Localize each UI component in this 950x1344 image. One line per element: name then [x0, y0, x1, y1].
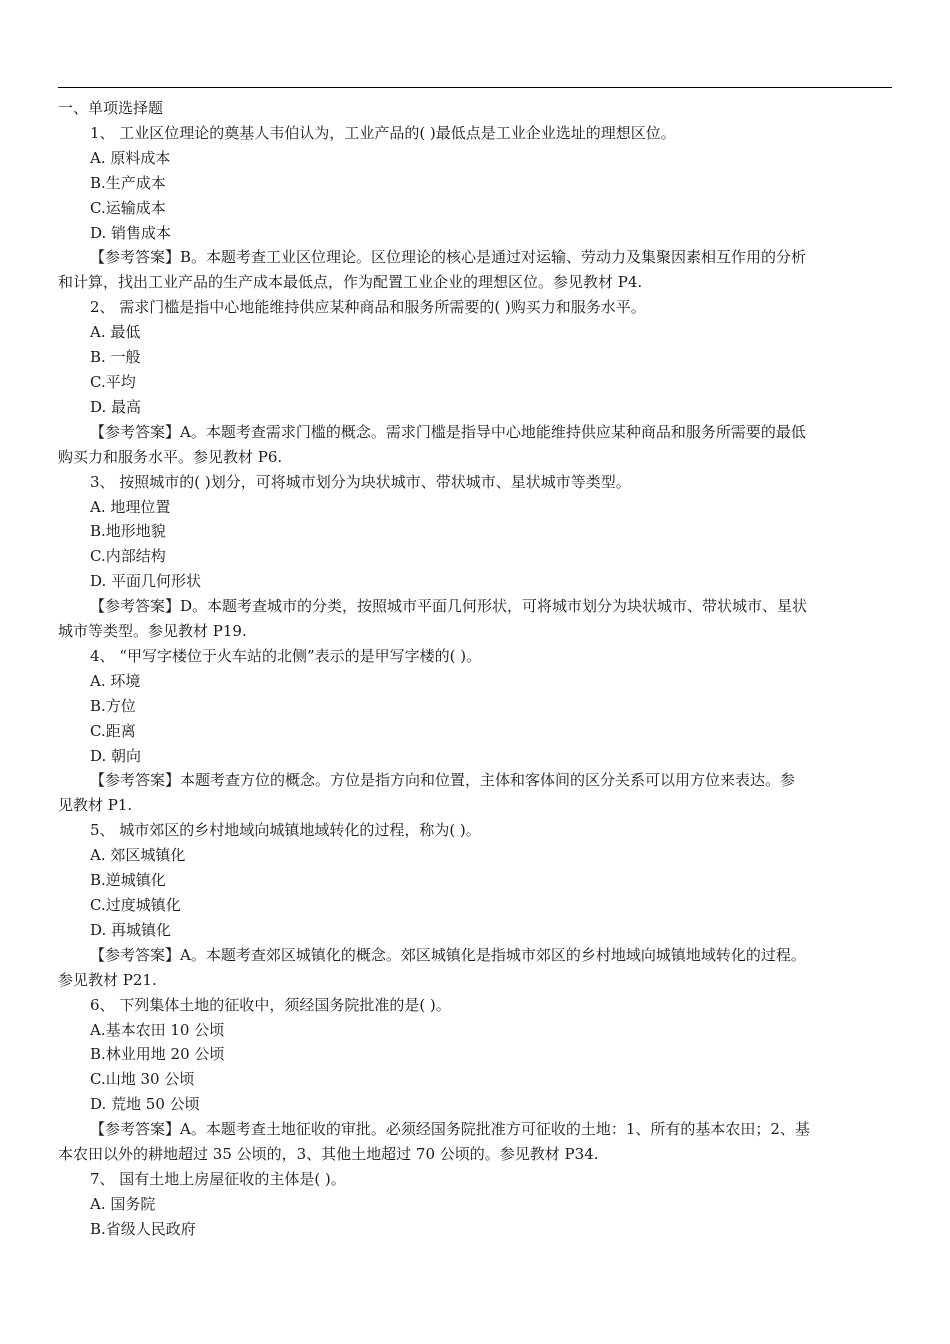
answer-option: B.方位	[90, 696, 136, 715]
section-title: 一、单项选择题	[58, 99, 164, 117]
answer-option: A. 最低	[90, 323, 141, 342]
question-block	[58, 993, 892, 1167]
question-stem: 1、 工业区位理论的奠基人韦伯认为，工业产品的( )最低点是工业企业选址的理想区位。	[90, 123, 676, 142]
question-list	[58, 121, 892, 1242]
answer-option: C.距离	[90, 721, 136, 740]
answer-option: D. 销售成本	[90, 223, 172, 242]
question-stem: 4、 “甲写字楼位于火车站的北侧”表示的是甲写字楼的( )。	[90, 646, 482, 665]
answer-option: D. 平面几何形状	[90, 572, 202, 591]
answer-option: A. 环境	[90, 671, 141, 690]
reference-answer-line: 本农田以外的耕地超过 35 公顷的，3、其他土地超过 70 公顷的。参见教材 P34.	[58, 1145, 599, 1164]
answer-option: D. 最高	[90, 397, 142, 416]
answer-option: B.省级人民政府	[90, 1219, 196, 1238]
question-block	[58, 121, 892, 295]
question-stem: 6、 下列集体土地的征收中，须经国务院批准的是( )。	[90, 995, 451, 1014]
question-stem: 7、 国有土地上房屋征收的主体是( )。	[90, 1169, 346, 1188]
document-body	[58, 96, 892, 1242]
answer-option: C.过度城镇化	[90, 896, 181, 914]
reference-answer-line: 参见教材 P21.	[58, 970, 157, 989]
reference-answer-line: 【参考答案】A。本题考查需求门槛的概念。需求门槛是指导中心地能维持供应某种商品和服务所需要的最低	[90, 422, 806, 441]
reference-answer-line: 【参考答案】B。本题考查工业区位理论。区位理论的核心是通过对运输、劳动力及集聚因素相互作用的分析	[90, 248, 807, 267]
question-block	[58, 644, 892, 818]
answer-option: C.山地 30 公顷	[90, 1070, 195, 1089]
answer-option: A. 地理位置	[90, 497, 171, 516]
question-block	[58, 470, 892, 644]
answer-option: A. 国务院	[90, 1194, 156, 1213]
reference-answer-line: 【参考答案】本题考查方位的概念。方位是指方向和位置，主体和客体间的区分关系可以用方位来表达。参	[90, 771, 796, 790]
reference-answer-line: 购买力和服务水平。参见教材 P6.	[58, 447, 283, 466]
header-rule	[58, 87, 892, 88]
question-stem: 2、 需求门槛是指中心地能维持供应某种商品和服务所需要的( )购买力和服务水平。	[90, 298, 646, 317]
question-block	[58, 295, 892, 469]
answer-option: B.地形地貌	[90, 522, 166, 541]
question-block	[58, 1167, 892, 1242]
answer-option: A. 郊区城镇化	[90, 846, 186, 865]
reference-answer-line: 【参考答案】A。本题考查土地征收的审批。必须经国务院批准方可征收的土地：1、所有的基本农田；2、基	[90, 1120, 810, 1139]
answer-option: B.逆城镇化	[90, 871, 166, 890]
answer-option: B.林业用地 20 公顷	[90, 1045, 225, 1064]
reference-answer-line: 见教材 P1.	[58, 796, 133, 815]
answer-option: C.内部结构	[90, 547, 166, 566]
answer-option: D. 荒地 50 公顷	[90, 1095, 200, 1114]
answer-option: C.平均	[90, 372, 136, 391]
question-stem: 3、 按照城市的( )划分，可将城市划分为块状城市、带状城市、星状城市等类型。	[90, 472, 631, 491]
reference-answer-line: 【参考答案】A。本题考查郊区城镇化的概念。郊区城镇化是指城市郊区的乡村地域向城镇地域转化的过程。	[90, 945, 806, 964]
answer-option: B.生产成本	[90, 173, 166, 192]
answer-option: B. 一般	[90, 348, 141, 367]
question-block	[58, 818, 892, 992]
reference-answer-line: 和计算，找出工业产品的生产成本最低点，作为配置工业企业的理想区位。参见教材 P4.	[58, 273, 643, 292]
reference-answer-line: 【参考答案】D。本题考查城市的分类，按照城市平面几何形状，可将城市划分为块状城市、带状城市、星状	[90, 597, 808, 616]
answer-option: A. 原料成本	[90, 148, 171, 167]
answer-option: D. 朝向	[90, 746, 142, 765]
answer-option: A.基本农田 10 公顷	[90, 1020, 225, 1039]
answer-option: D. 再城镇化	[90, 920, 172, 939]
question-stem: 5、 城市郊区的乡村地域向城镇地域转化的过程，称为( )。	[90, 821, 481, 840]
answer-option: C.运输成本	[90, 198, 166, 217]
reference-answer-line: 城市等类型。参见教材 P19.	[58, 622, 247, 641]
